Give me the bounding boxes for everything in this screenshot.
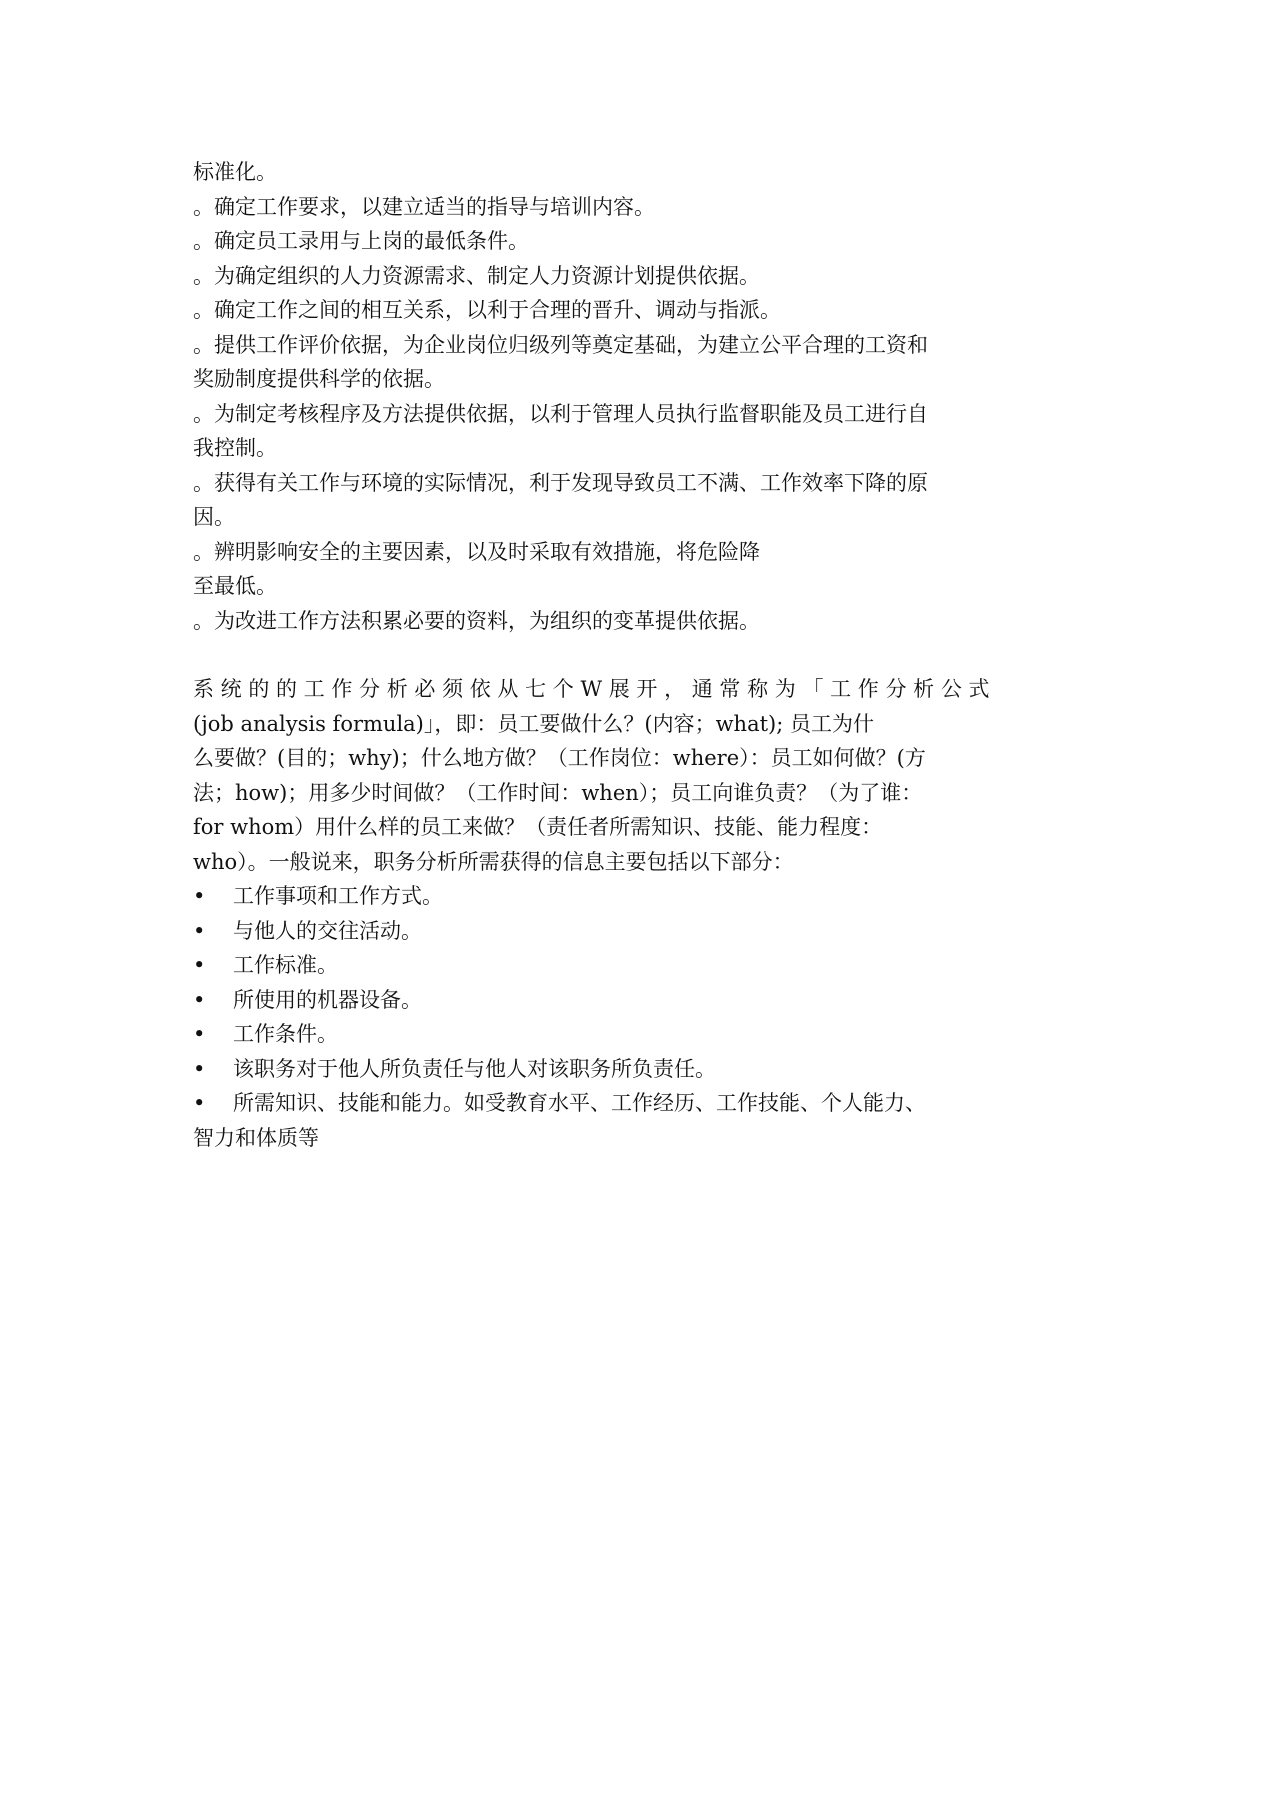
- paragraph-spacer: [193, 638, 1093, 672]
- bullet-icon: •: [193, 953, 206, 977]
- bullet-item: [193, 1052, 1093, 1087]
- bullet-text: 工作标准。: [233, 953, 338, 977]
- text-line: 。确定员工录用与上岗的最低条件。: [193, 229, 529, 253]
- bullet-icon: •: [193, 1022, 206, 1046]
- bullet-text: 所需知识、技能和能力。如受教育水平、工作经历、工作技能、个人能力、: [233, 1091, 926, 1115]
- bullet-item: [193, 1017, 1093, 1052]
- paragraph-line: 么要做？(目的；why)；什么地方做？（工作岗位：where）：员工如何做？(方: [193, 746, 926, 770]
- document-body: [193, 155, 1093, 1155]
- text-line: 。为改进工作方法积累必要的资料，为组织的变革提供依据。: [193, 608, 760, 633]
- bullet-icon: •: [193, 1056, 206, 1081]
- text-line: 我控制。: [193, 436, 277, 460]
- bullet-item: [193, 1086, 1093, 1121]
- text-line: 。提供工作评价依据，为企业岗位归级列等奠定基础，为建立公平合理的工资和: [193, 332, 928, 357]
- text-line: 。为制定考核程序及方法提供依据，以利于管理人员执行监督职能及员工进行自: [193, 401, 928, 426]
- bullet-text: 工作条件。: [233, 1022, 338, 1046]
- text-line: 至最低。: [193, 574, 277, 598]
- paragraph-line: 法；how)；用多少时间做？（工作时间：when）；员工向谁负责？（为了谁：: [193, 780, 923, 805]
- bullet-item: [193, 983, 1093, 1018]
- bullet-icon: •: [193, 884, 206, 908]
- bullet-item: [193, 879, 1093, 914]
- bullet-item: [193, 914, 1093, 949]
- paragraph-line: 系 统 的 的 工 作 分 析 必 须 依 从 七 个 W 展 开 ， 通 常 称 为 「 工 作 分 析 公 式: [193, 677, 990, 701]
- text-line: 。辨明影响安全的主要因素，以及时采取有效措施，将危险降: [193, 539, 760, 564]
- text-line: 。获得有关工作与环境的实际情况，利于发现导致员工不满、工作效率下降的原: [193, 470, 928, 495]
- paragraph-line: who）。一般说来，职务分析所需获得的信息主要包括以下部分：: [193, 849, 794, 874]
- information-bullet-list: [193, 879, 1093, 1121]
- text-line: 因。: [193, 505, 235, 529]
- bullet-icon: •: [193, 918, 206, 943]
- top-list: [193, 155, 1093, 638]
- paragraph-line: (job analysis formula)」，即：员工要做什么？(内容；what); 员工为什: [193, 711, 874, 736]
- text-line: 奖励制度提供科学的依据。: [193, 367, 445, 391]
- bullet-text: 所使用的机器设备。: [233, 987, 422, 1012]
- bullet-text: 该职务对于他人所负责任与他人对该职务所负责任。: [233, 1056, 716, 1081]
- text-line: 。确定工作之间的相互关系，以利于合理的晋升、调动与指派。: [193, 298, 781, 322]
- text-line: 标准化。: [193, 160, 277, 184]
- text-line: 。确定工作要求，以建立适当的指导与培训内容。: [193, 194, 655, 219]
- paragraph-line: for whom）用什么样的员工来做？（责任者所需知识、技能、能力程度：: [193, 815, 883, 839]
- bullet-continuation: 智力和体质等: [193, 1125, 319, 1150]
- bullet-text: 工作事项和工作方式。: [233, 884, 443, 908]
- bullet-icon: •: [193, 987, 206, 1012]
- bullet-icon: •: [193, 1091, 206, 1115]
- text-line: 。为确定组织的人力资源需求、制定人力资源计划提供依据。: [193, 263, 760, 288]
- bullet-text: 与他人的交往活动。: [233, 918, 422, 943]
- analysis-paragraph: [193, 672, 1093, 879]
- bullet-item: [193, 948, 1093, 983]
